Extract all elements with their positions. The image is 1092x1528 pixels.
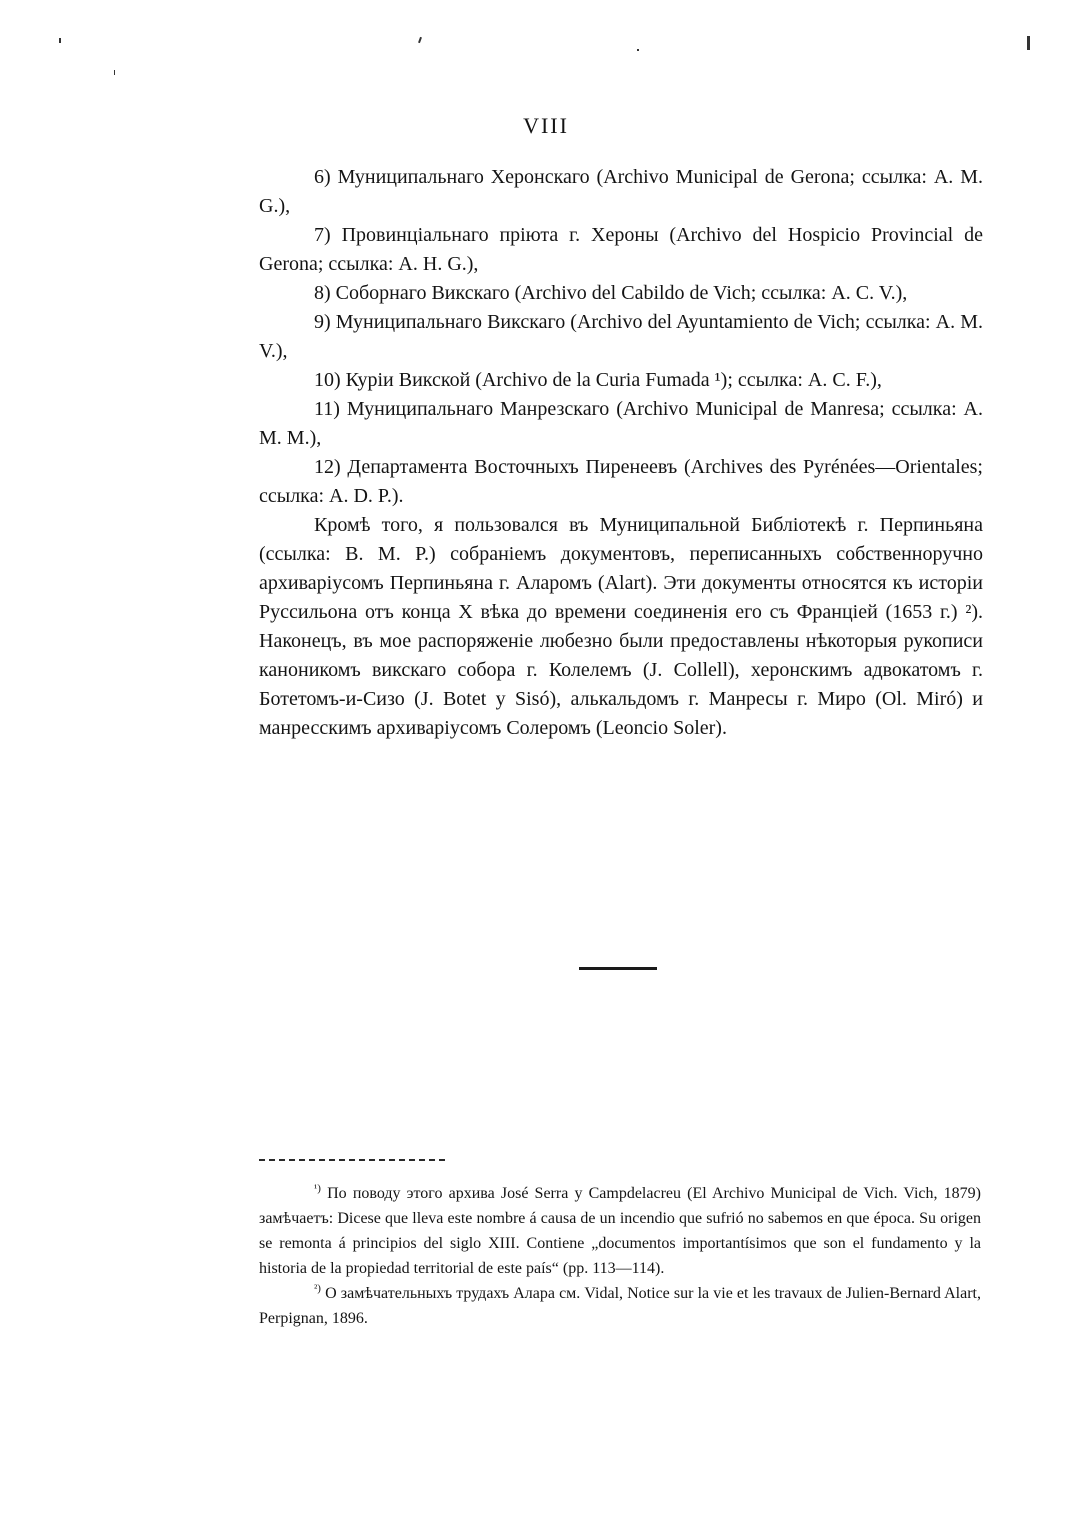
footnote-1 <box>259 1181 981 1281</box>
body-paragraph: Кромѣ того, я пользовался въ Муниципальной Библіотекѣ г. Перпиньяна (ссылка: B. M. P.) собраніемъ документовъ, переписанныхъ собственноручно архиваріусомъ Перпиньяна г. Аларомъ (Alart). Эти документы относятся къ исторіи Руссильона отъ конца X вѣка до времени соединенія его съ Франціей (1653 г.) ²). Наконецъ, въ мое распоряженіе любезно были предоставлены нѣкоторыя рукописи каноникомъ викскаго собора г. Колелемъ (J. Collell), херонскимъ адвокатомъ г. Ботетомъ-и-Сизо (J. Botet y Sisó), алькальдомъ г. Манресы г. Миро (Ol. Miró) и манресскимъ архиваріусомъ Солеромъ (Leoncio Soler). <box>259 514 983 739</box>
archive-list-item: 11) Муниципальнаго Манрезскаго (Archivo Municipal de Manresa; ссылка: A. M. M.), <box>259 398 983 449</box>
footnote-mark: ²) <box>314 1282 321 1295</box>
archive-list-item: 9) Муниципальнаго Викскаго (Archivo del Ayuntamiento de Vich; ссылка: A. M. V.), <box>259 311 983 362</box>
footnote-2 <box>259 1281 981 1331</box>
scan-speck <box>59 38 61 43</box>
archive-list-item: 6) Муниципальнаго Херонскаго (Archivo Municipal de Gerona; ссылка: A. M. G.), <box>259 166 983 217</box>
footnote-text: По поводу этого архива José Serra y Campdelacreu (El Archivo Municipal de Vich. Vich, 1879) замѣчаетъ: Dicese que lleva este nombre á causa de un incendio que sufrió no sabemos en que época. Su origen se remonta á principios del siglo XIII. Contiene „documentos importantísimos que son el fundamento y la historia de la propiedad territorial de este país“ (pp. 113—114). <box>259 1185 982 1277</box>
scan-speck <box>637 49 639 51</box>
footnote-mark: ¹) <box>314 1182 321 1195</box>
body-text <box>259 163 983 743</box>
scan-speck <box>114 70 115 75</box>
footnote-separator <box>259 1159 445 1161</box>
footnote-text: О замѣчательныхъ трудахъ Алара см. Vidal, Notice sur la vie et les travaux de Julien-Bernard Alart, Perpignan, 1896. <box>259 1285 981 1327</box>
footnotes <box>259 1181 981 1331</box>
page-number: VIII <box>523 113 569 138</box>
archive-list-item: 10) Куріи Викской (Archivo de la Curia Fumada ¹); ссылка: A. C. F.), <box>314 369 882 391</box>
scan-speck <box>1027 36 1030 50</box>
archive-list-item: 12) Департамента Восточныхъ Пиренеевъ (Archives des Pyrénées—Orientales; ссылка: A. D. P.). <box>259 456 983 507</box>
archive-list-item: 8) Соборнаго Викскаго (Archivo del Cabildo de Vich; ссылка: A. C. V.), <box>314 282 908 304</box>
scan-speck <box>418 37 422 43</box>
section-divider <box>579 967 657 970</box>
archive-list-item: 7) Провинціальнаго пріюта г. Хероны (Archivo del Hospicio Provincial de Gerona; ссылка: A. H. G.), <box>259 224 983 275</box>
